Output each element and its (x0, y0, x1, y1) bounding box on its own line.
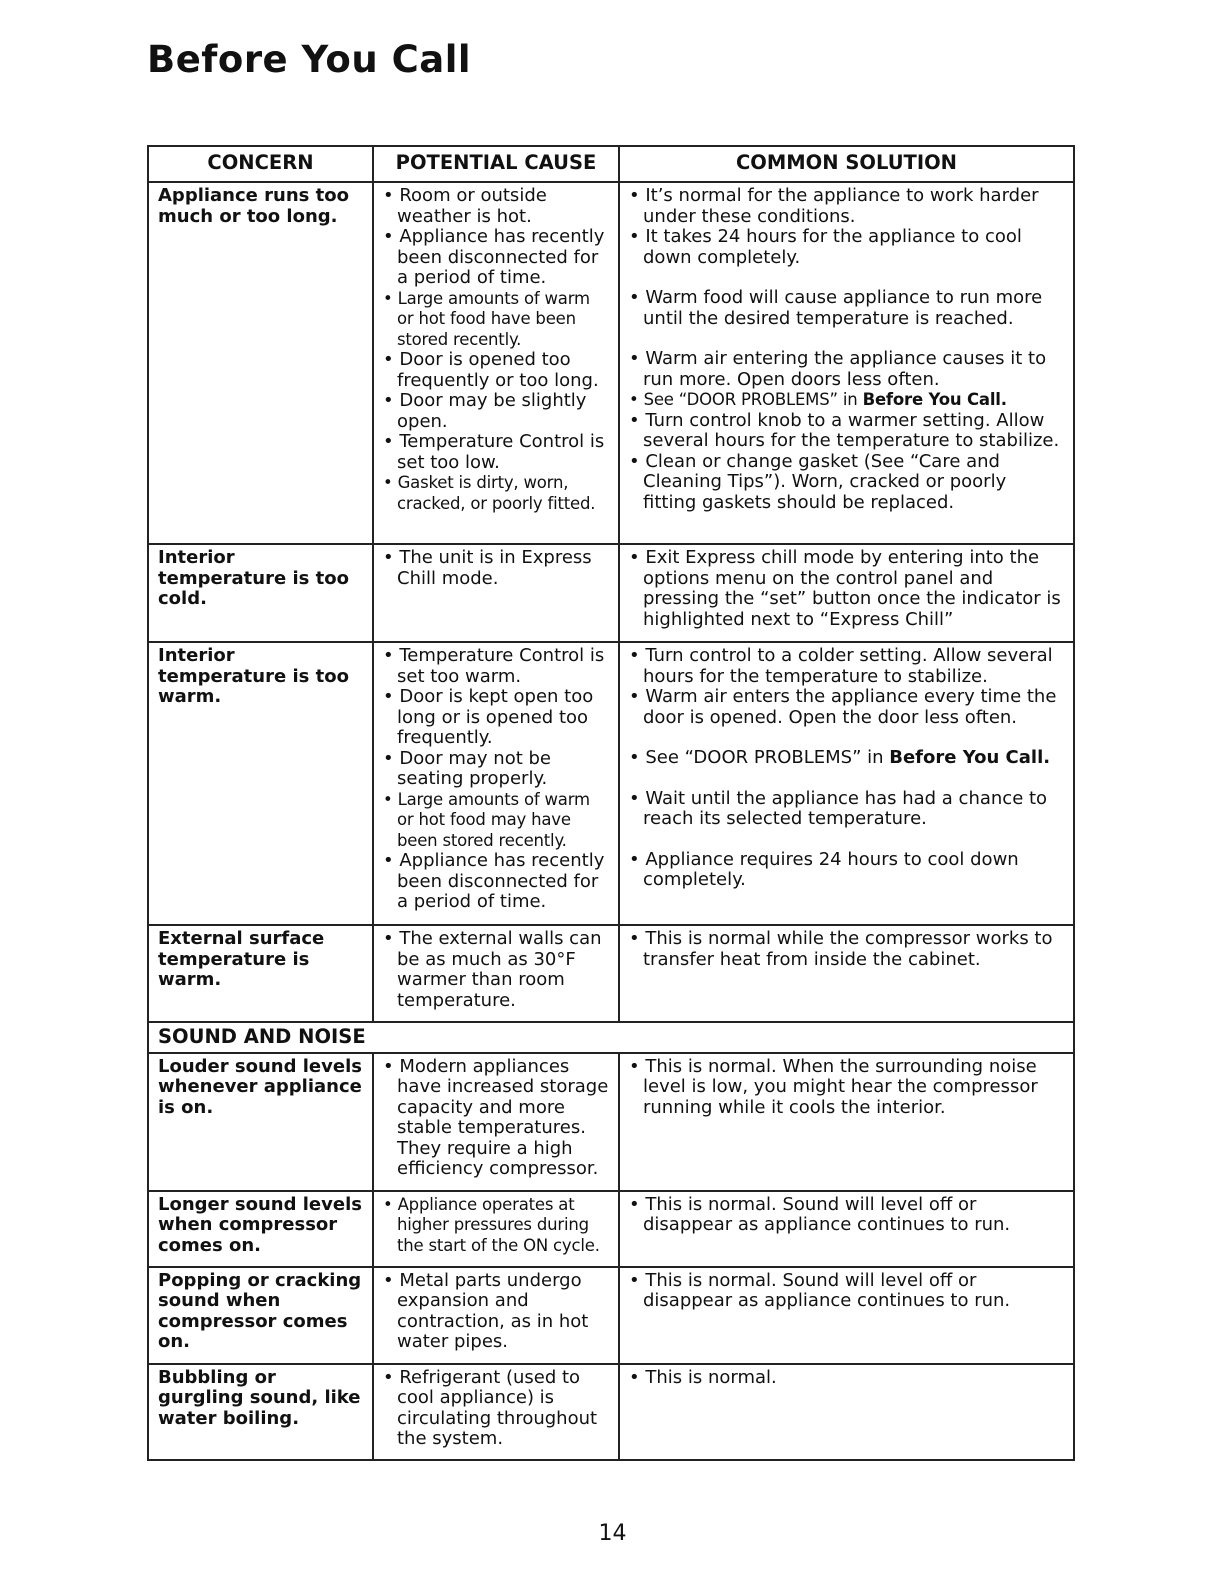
table-row (148, 1267, 1074, 1364)
table-row (148, 544, 1074, 642)
solution-item: • This is normal while the compressor works to transfer heat from inside the cabinet. (629, 929, 1065, 970)
solution-item: • Warm food will cause appliance to run more until the desired temperature is reached. (629, 288, 1065, 329)
solution-item: • It’s normal for the appliance to work harder under these conditions. (629, 186, 1065, 227)
cause-cell (373, 1364, 619, 1460)
cause-item: • Appliance operates at higher pressures during the start of the ON cycle. (383, 1195, 610, 1257)
table-row (148, 1364, 1074, 1460)
concern-cell: Louder sound levels whenever appliance is on. (148, 1053, 373, 1191)
concern-cell: Bubbling or gurgling sound, like water boiling. (148, 1364, 373, 1460)
solution-item: • This is normal. (629, 1368, 1065, 1389)
concern-cell: Popping or cracking sound when compressor comes on. (148, 1267, 373, 1364)
cause-item: • Door is kept open too long or is opened too frequently. (383, 687, 610, 749)
concern-cell: Interior temperature is too warm. (148, 642, 373, 925)
concern-cell: External surface temperature is warm. (148, 925, 373, 1022)
solution-item: • It takes 24 hours for the appliance to cool down completely. (629, 227, 1065, 268)
cause-item: • Gasket is dirty, worn, cracked, or poorly fitted. (383, 473, 610, 514)
solution-item: • Clean or change gasket (See “Care and Cleaning Tips”). Worn, cracked or poorly fitting gaskets should be replaced. (629, 452, 1065, 514)
cause-item: • Door may be slightly open. (383, 391, 610, 432)
concern-cell: Appliance runs too much or too long. (148, 182, 373, 544)
cause-item: • Large amounts of warm or hot food may have been stored recently. (383, 790, 610, 852)
solution-cell (619, 1053, 1074, 1191)
solution-cell (619, 544, 1074, 642)
solution-cell (619, 1267, 1074, 1364)
cause-cell (373, 925, 619, 1022)
solution-bold-ref: Before You Call (862, 390, 1001, 409)
cause-item: • Temperature Control is set too warm. (383, 646, 610, 687)
solution-item (629, 748, 1065, 769)
troubleshooting-table (147, 145, 1075, 1461)
solution-text: See “DOOR PROBLEMS” in (645, 747, 890, 768)
cause-item: • Modern appliances have increased storage capacity and more stable temperatures. They require a high efficiency compressor. (383, 1057, 610, 1180)
cause-item: • Appliance has recently been disconnected for a period of time. (383, 851, 610, 913)
header-potential-cause: POTENTIAL CAUSE (373, 146, 619, 182)
solution-item: • This is normal. Sound will level off or disappear as appliance continues to run. (629, 1271, 1065, 1312)
concern-cell: Longer sound levels when compressor comes on. (148, 1191, 373, 1267)
solution-cell (619, 925, 1074, 1022)
solution-cell (619, 642, 1074, 925)
table-row (148, 925, 1074, 1022)
header-concern: CONCERN (148, 146, 373, 182)
table-row (148, 642, 1074, 925)
solution-cell (619, 1191, 1074, 1267)
solution-text: See “DOOR PROBLEMS” in (643, 390, 863, 409)
header-common-solution: COMMON SOLUTION (619, 146, 1074, 182)
cause-item: • Refrigerant (used to cool appliance) is circulating throughout the system. (383, 1368, 610, 1450)
table-row (148, 182, 1074, 544)
solution-cell (619, 1364, 1074, 1460)
cause-cell (373, 1267, 619, 1364)
page-number: 14 (598, 1521, 627, 1546)
cause-item: • Appliance has recently been disconnected for a period of time. (383, 227, 610, 289)
table-header-row (148, 146, 1074, 182)
solution-text: . (1000, 390, 1007, 409)
cause-item: • Large amounts of warm or hot food have been stored recently. (383, 289, 610, 351)
table-row (148, 1191, 1074, 1267)
section-sound-and-noise: SOUND AND NOISE (148, 1022, 1074, 1053)
cause-item: • Temperature Control is set too low. (383, 432, 610, 473)
cause-cell (373, 182, 619, 544)
solution-item: • Turn control to a colder setting. Allow several hours for the temperature to stabilize. (629, 646, 1065, 687)
cause-cell (373, 1053, 619, 1191)
cause-item: • Door may not be seating properly. (383, 749, 610, 790)
cause-item: • Room or outside weather is hot. (383, 186, 610, 227)
cause-cell (373, 642, 619, 925)
solution-cell (619, 182, 1074, 544)
cause-item: • Metal parts undergo expansion and contraction, as in hot water pipes. (383, 1271, 610, 1353)
solution-item (629, 390, 1065, 411)
solution-item: • Exit Express chill mode by entering into the options menu on the control panel and pressing the “set” button once the indicator is highlighted next to “Express Chill” (629, 548, 1065, 630)
solution-item: • This is normal. Sound will level off or disappear as appliance continues to run. (629, 1195, 1065, 1236)
page-title: Before You Call (147, 38, 472, 81)
table-row (148, 1053, 1074, 1191)
concern-cell: Interior temperature is too cold. (148, 544, 373, 642)
solution-item: • Warm air entering the appliance causes it to run more. Open doors less often. (629, 349, 1065, 390)
section-row (148, 1022, 1074, 1053)
cause-cell (373, 544, 619, 642)
solution-item: • This is normal. When the surrounding noise level is low, you might hear the compressor running while it cools the interior. (629, 1057, 1065, 1119)
solution-item: • Wait until the appliance has had a chance to reach its selected temperature. (629, 789, 1065, 830)
solution-item: • Appliance requires 24 hours to cool down completely. (629, 850, 1065, 891)
solution-bold-ref: Before You Call. (889, 747, 1051, 768)
solution-item: • Turn control knob to a warmer setting. Allow several hours for the temperature to stabilize. (629, 411, 1065, 452)
solution-item: • Warm air enters the appliance every time the door is opened. Open the door less often. (629, 687, 1065, 728)
cause-item: • Door is opened too frequently or too long. (383, 350, 610, 391)
cause-item: • The unit is in Express Chill mode. (383, 548, 610, 589)
cause-cell (373, 1191, 619, 1267)
cause-item: • The external walls can be as much as 30°F warmer than room temperature. (383, 929, 610, 1011)
